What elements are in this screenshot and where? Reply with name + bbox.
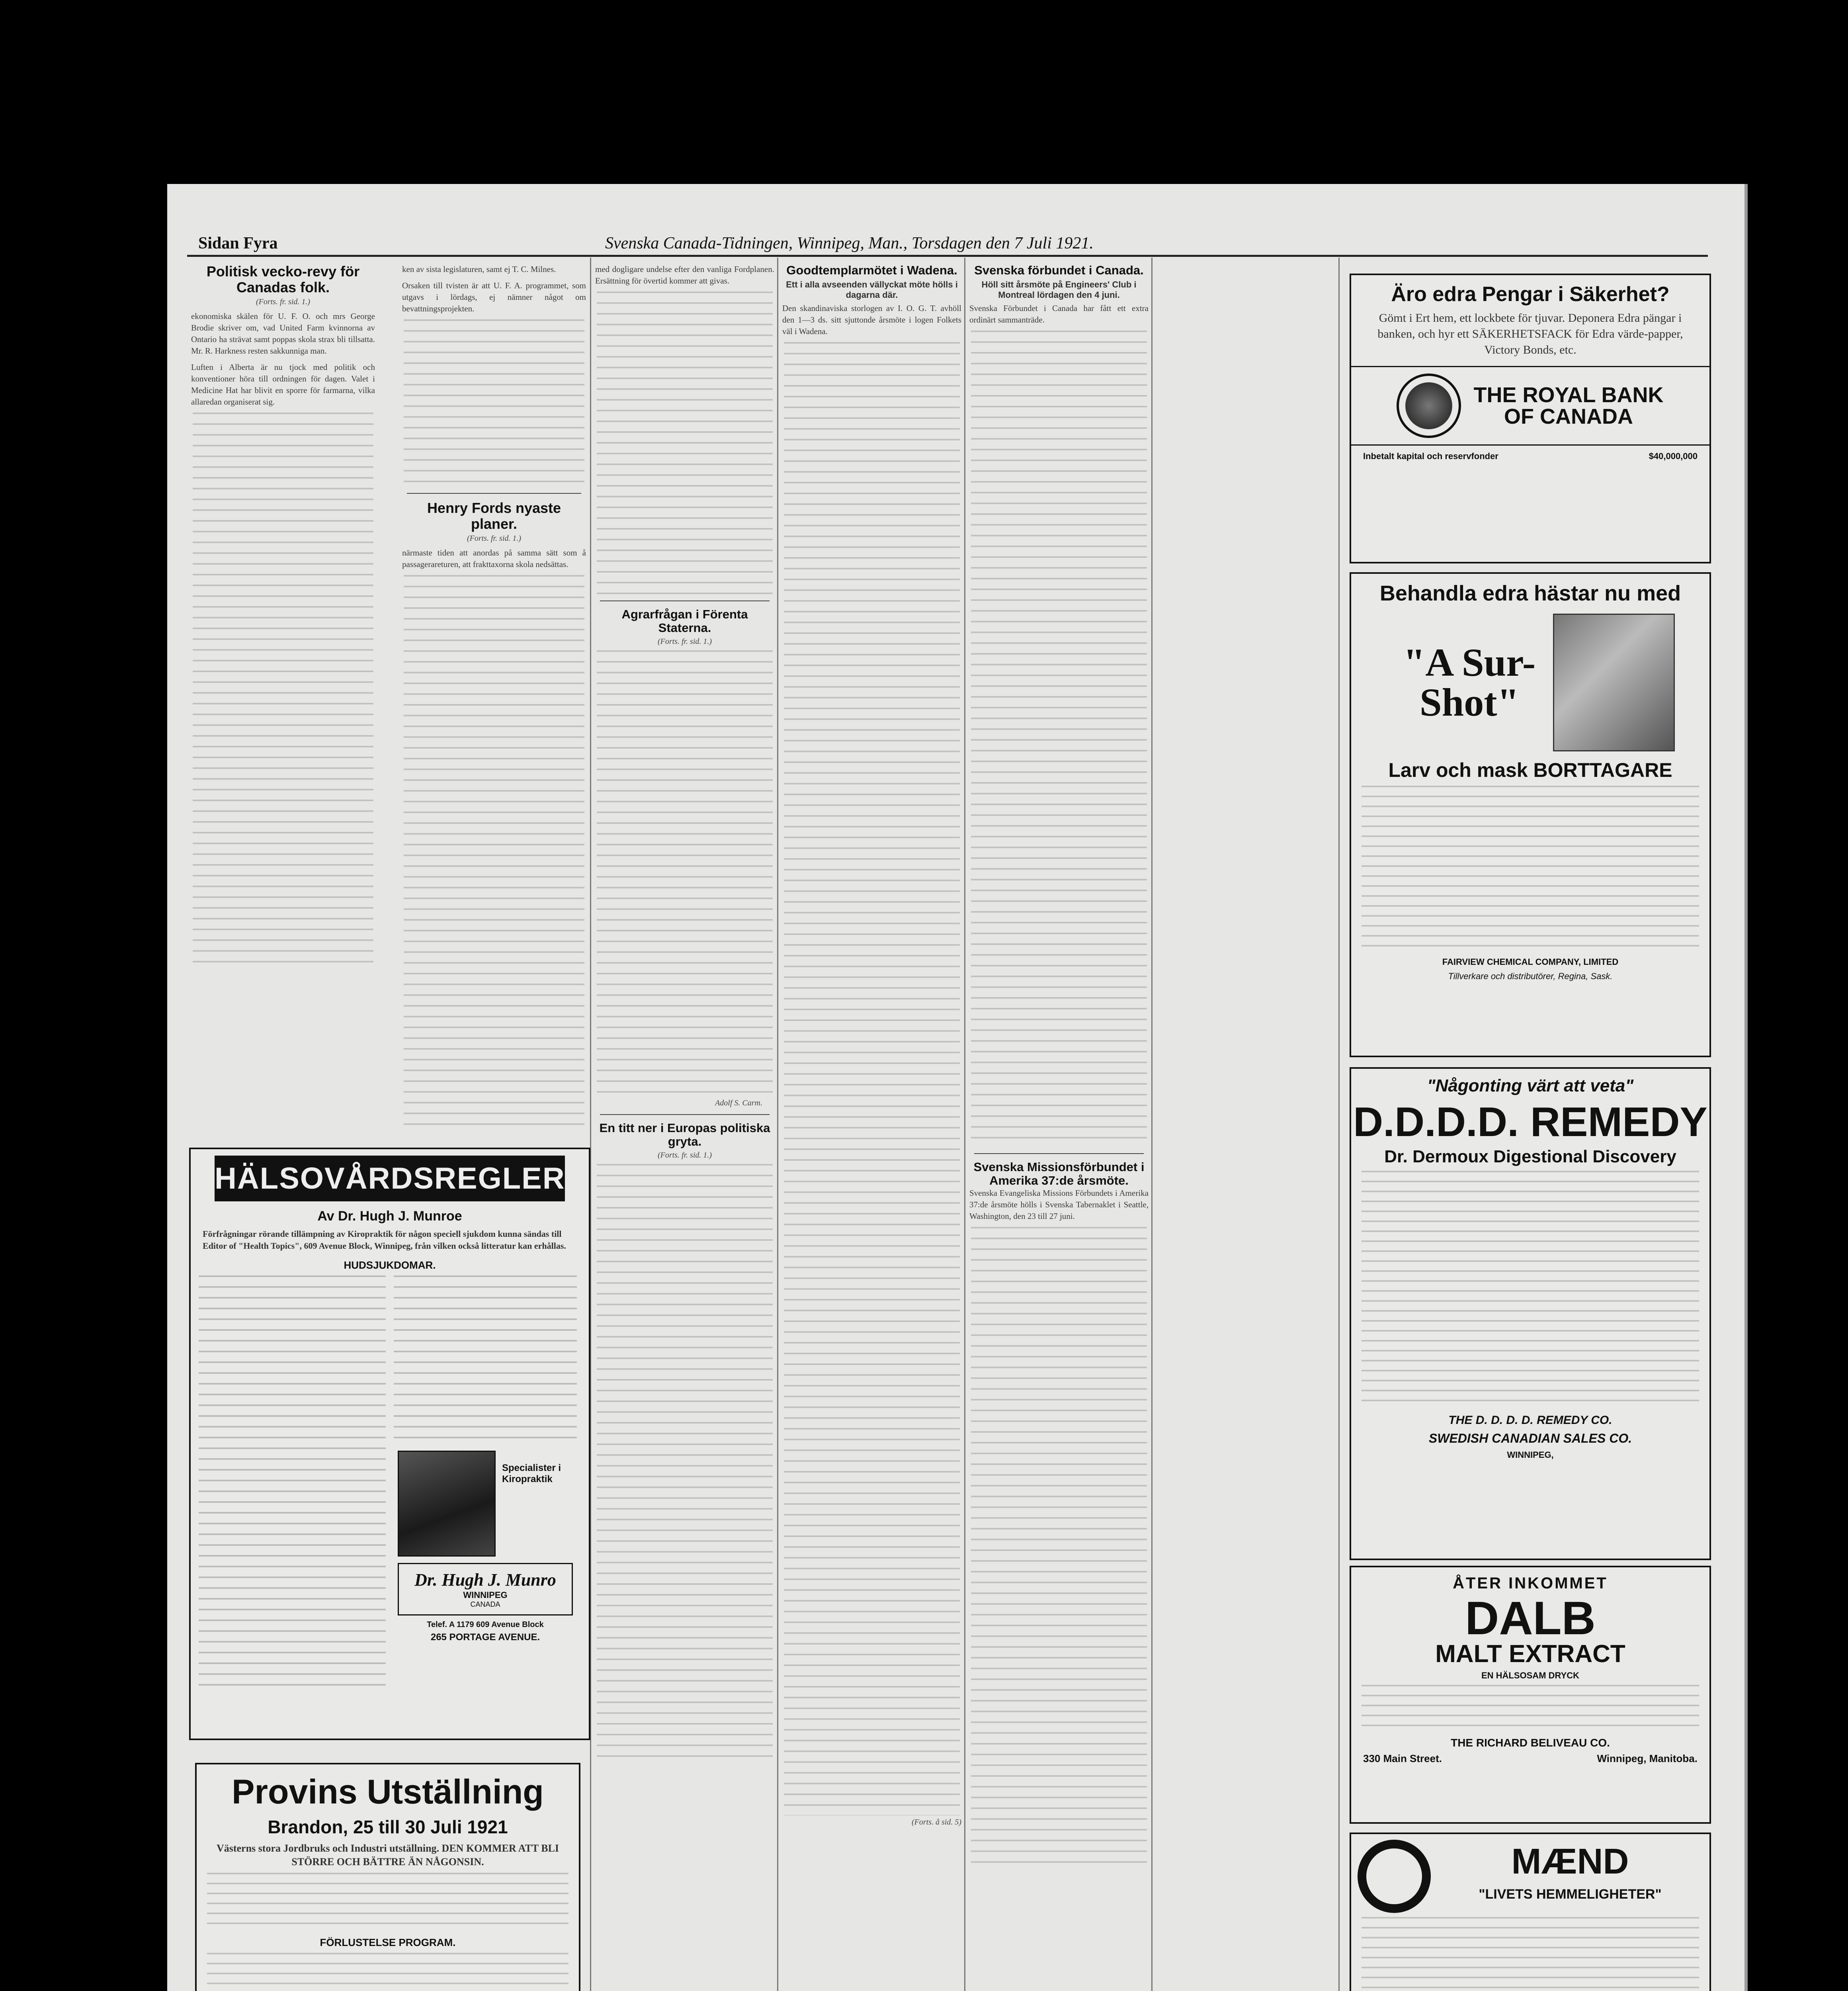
- page-label: Sidan Fyra: [198, 234, 278, 252]
- ad-headline: Behandla edra hästar nu med: [1379, 581, 1681, 605]
- ad-dalb: [1350, 1566, 1711, 1824]
- bank-banner: [1351, 366, 1709, 446]
- column-rule: [1151, 258, 1153, 1991]
- headline-europe: En titt ner i Europas politiska gryta.: [599, 1121, 770, 1149]
- article-divider: [600, 600, 770, 601]
- maend-top: [1351, 1834, 1709, 1913]
- column-rule: [777, 258, 778, 1991]
- newspaper-page: [167, 184, 1744, 1991]
- sur-shot-hero: [1351, 614, 1709, 751]
- column-notice: Förfrågningar rörande tillämpning av Kiropraktik för någon speciell sjukdom kunna sändas till Editor of "Health Topics", 609 Avenue Block, Winnipeg, från vilken också litteratur kan erhållas.: [203, 1229, 566, 1251]
- article-paragraph: Svenska Förbundet i Canada har fått ett extra ordinärt sammanträde.: [969, 303, 1149, 325]
- ad-body-text: [1362, 786, 1699, 953]
- book-title: "LIVETS HEMMELIGHETER": [1479, 1887, 1662, 1902]
- signature: Adolf S. Carm.: [715, 1099, 762, 1108]
- ad-sur-shot: [1350, 572, 1711, 1057]
- event-intro: Västerns stora Jordbruks och Industri utställning. DEN KOMMER ATT BLI STÖRRE OCH BÄTTRE ÄN NÅGONSIN.: [216, 1842, 559, 1868]
- continued-from: (Forts. fr. sid. 1.): [467, 534, 522, 543]
- ad-body-text: [207, 1873, 568, 1932]
- column-sub: HUDSJUKDOMAR.: [344, 1259, 436, 1271]
- headline-agrarian: Agrarfrågan i Förenta Staterna.: [621, 607, 748, 635]
- ad-headline: Äro edra Pengar i Säkerhet?: [1391, 283, 1670, 306]
- capital-value: $40,000,000: [1649, 451, 1698, 461]
- article-body: [971, 1227, 1147, 1864]
- ring-logo-icon: [1358, 1840, 1431, 1913]
- column-5: [969, 264, 1149, 1991]
- continued-to: (Forts. å sid. 5): [912, 1818, 961, 1827]
- masthead: Svenska Canada-Tidningen, Winnipeg, Man., Torsdagen den 7 Juli 1921.: [605, 234, 1094, 252]
- article-paragraph: ekonomiska skälen för U. F. O. och mrs George Brodie skriver om, vad United Farm kvinnorna av Ontario ha strävat samt poppas skola strax bli tillsatta. Mr. R. Harkness resten sakkunniga man.: [191, 311, 375, 356]
- ad-dddd-remedy: [1350, 1067, 1711, 1560]
- continued-from: (Forts. fr. sid. 1.): [657, 637, 712, 646]
- article-body: [784, 342, 960, 1815]
- ad-subheadline: Dr. Dermoux Digestional Discovery: [1384, 1147, 1676, 1166]
- article-divider: [407, 493, 581, 494]
- scan-edge: [1744, 184, 1748, 1991]
- card-name: Dr. Hugh J. Munro: [414, 1570, 556, 1590]
- ad-city: WINNIPEG,: [1507, 1450, 1554, 1460]
- article-body: [971, 331, 1147, 1147]
- article-divider: [974, 1153, 1144, 1154]
- ad-body-text: [1362, 1685, 1699, 1733]
- article-paragraph: med dogligare undelse efter den vanliga Fordplanen. Ersättning för övertid kommer att givas.: [595, 264, 774, 286]
- article-body: [597, 650, 773, 1096]
- card-line: Specialister i: [502, 1463, 561, 1473]
- ad-headline: HÄLSOVÅRDSREGLER: [215, 1156, 565, 1201]
- article-body: [404, 575, 584, 1132]
- bank-emblem-icon: [1397, 374, 1461, 438]
- article-body: [404, 319, 584, 487]
- subheadline: Ett i alla avseenden vällyckat möte hölls i dagarna där.: [786, 280, 958, 300]
- ad-distributor: Tillverkare och distributörer, Regina, Sask.: [1448, 971, 1613, 981]
- sales-company: SWEDISH CANADIAN SALES CO.: [1428, 1431, 1632, 1445]
- column-rule: [1338, 258, 1340, 1991]
- column-3: [595, 264, 774, 1991]
- card-city: WINNIPEG: [463, 1590, 508, 1600]
- card-tel: Telef. A 1179 609 Avenue Block: [427, 1620, 544, 1629]
- remedy-company: THE D. D. D. D. REMEDY CO.: [1448, 1414, 1612, 1427]
- article-paragraph: Orsaken till tvisten är att U. F. A. programmet, som utgavs i lördags, ej nämner något om bevattningsprojekten.: [402, 281, 586, 313]
- header-rule: [187, 255, 1708, 257]
- product-sub: EN HÄLSOSAM DRYCK: [1481, 1670, 1580, 1680]
- product-name: "A Sur-Shot": [1403, 640, 1536, 724]
- card-line: Kiropraktik: [502, 1474, 553, 1484]
- program-heading: FÖRLUSTELSE PROGRAM.: [320, 1936, 456, 1948]
- bank-name: THE ROYAL BANK OF CANADA: [1473, 383, 1664, 428]
- article-paragraph: Luften i Alberta är nu tjock med politik och konventioner höra till ordningen för dagen. Valet i Medicine Hat har blivit en sporre för farmarna, vilka allaredan organiserat sig.: [191, 362, 375, 407]
- headline-weekly-review: Politisk vecko-revy för Canadas folk.: [206, 264, 360, 295]
- ad-body-text: [1362, 1917, 1699, 1991]
- ad-provins: [195, 1763, 580, 1991]
- horse-illustration-icon: [1553, 614, 1675, 751]
- ad-headline: Provins Utställning: [232, 1773, 544, 1811]
- subheadline: Höll sitt årsmöte på Engineers' Club i Montreal lördagen den 4 juni.: [981, 280, 1137, 300]
- doctor-card: [398, 1451, 573, 1690]
- event-dates: Brandon, 25 till 30 Juli 1921: [268, 1817, 508, 1837]
- address-city: Winnipeg, Manitoba.: [1597, 1752, 1698, 1764]
- column-2: [402, 264, 586, 1140]
- ad-headline: D.D.D.D. REMEDY: [1353, 1099, 1707, 1145]
- article-paragraph: närmaste tiden att anordas på samma sätt som å passagerareturen, att frakttaxorna skola nedsättas.: [402, 548, 586, 569]
- article-body: [193, 413, 373, 970]
- product-type: MALT EXTRACT: [1435, 1640, 1625, 1668]
- ad-company: FAIRVIEW CHEMICAL COMPANY, LIMITED: [1442, 957, 1619, 967]
- ad-company: THE RICHARD BELIVEAU CO.: [1451, 1737, 1610, 1749]
- card-address: 265 PORTAGE AVENUE.: [430, 1632, 540, 1643]
- maend-heading: [1431, 1834, 1709, 1913]
- continued-from: (Forts. fr. sid. 1.): [256, 297, 311, 307]
- bank-capital: [1363, 451, 1698, 462]
- ad-royal-bank: [1350, 274, 1711, 563]
- article-paragraph: ken av sista legislaturen, samt ej T. C. Milnes.: [402, 264, 556, 274]
- article-divider: [600, 1114, 770, 1115]
- column-author: Av Dr. Hugh J. Munroe: [317, 1209, 462, 1224]
- ad-headline: MÆND: [1511, 1842, 1629, 1881]
- ad-body: Gömt i Ert hem, ett lockbete för tjuvar. Deponera Edra pängar i banken, och hyr ett SÄKERHETSFACK för Edra värde-papper, Victory Bonds, etc.: [1377, 311, 1683, 356]
- article-body: [394, 1275, 577, 1443]
- column-1: [191, 264, 375, 1140]
- headline-mission-union: Svenska Missionsförbundet i Amerika 37:de årsmöte.: [973, 1160, 1145, 1188]
- doctor-photo: [398, 1451, 496, 1557]
- article-paragraph: Svenska Evangeliska Missions Förbundets i Amerika 37:de årsmöte hölls i Svenska Tabernaklet i Seattle, Washington, den 23 till 27 juni.: [969, 1188, 1149, 1221]
- column-rule: [964, 258, 965, 1991]
- ad-tagline: Larv och mask BORTTAGARE: [1388, 759, 1672, 781]
- article-body: [597, 1164, 773, 1761]
- column-4: [782, 264, 961, 1991]
- article-body: [597, 291, 773, 594]
- continued-from: (Forts. fr. sid. 1.): [657, 1151, 712, 1160]
- article-paragraph: Den skandinaviska storlogen av I. O. G. T. avhöll den 1—3 ds. sitt sjuttonde årsmöte i logen Folkets väl i Wadena.: [782, 303, 961, 336]
- ad-body-text: [207, 1953, 568, 1991]
- ad-halsovard: [189, 1148, 590, 1740]
- headline-swedish-union: Svenska förbundet i Canada.: [974, 264, 1144, 277]
- ad-kicker: ÅTER INKOMMET: [1453, 1574, 1608, 1592]
- ad-kicker: "Någonting värt att veta": [1427, 1076, 1634, 1095]
- capital-label: Inbetalt kapital och reservfonder: [1363, 451, 1498, 461]
- card-specialty: [502, 1463, 561, 1557]
- article-body: [199, 1275, 386, 1690]
- card-top: [398, 1451, 573, 1557]
- dalb-address: [1363, 1752, 1698, 1765]
- ad-body-text: [1362, 1171, 1699, 1410]
- address-street: 330 Main Street.: [1363, 1752, 1442, 1764]
- ad-maend: [1350, 1833, 1711, 1991]
- product-name: DALB: [1465, 1592, 1596, 1645]
- headline-henry-ford: Henry Fords nyaste planer.: [427, 500, 561, 532]
- card-country: CANADA: [470, 1600, 500, 1608]
- headline-goodtemplar: Goodtemplarmötet i Wadena.: [786, 264, 957, 277]
- health-body: [191, 1271, 589, 1709]
- card-name-box: [398, 1563, 573, 1615]
